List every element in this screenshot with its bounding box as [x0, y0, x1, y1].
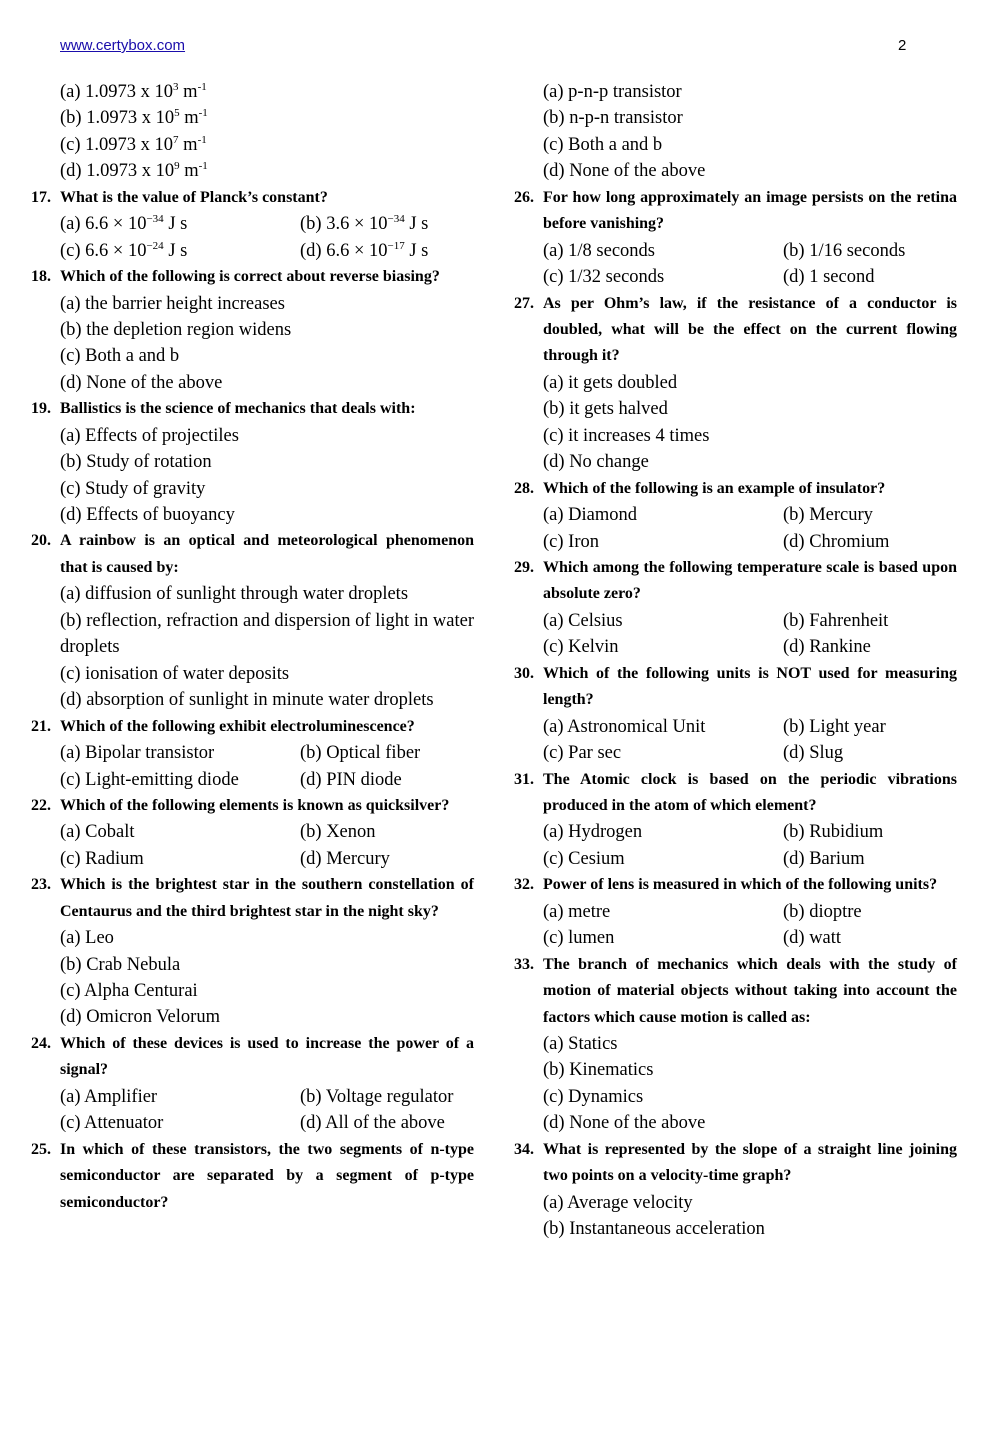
option-20a: (a) diffusion of sunlight through water droplets — [60, 584, 409, 605]
options-30-row1: (a) Astronomical Unit (b) Light year — [543, 716, 886, 737]
site-link[interactable]: www.certybox.com — [60, 37, 186, 54]
options-17-row2: (c) $6.6 \times 10^{-24}$ J s (d) $6.6 \times 10^{-17}$ J s — [60, 239, 429, 261]
options-28-row1: (a) Diamond (b) Mercury — [543, 505, 873, 526]
options-32-row2: (c) lumen (d) watt — [543, 928, 842, 949]
options-32-row1: (a) metre (b) dioptre — [543, 901, 862, 922]
option-25a: (a) p-n-p transistor — [543, 82, 682, 102]
option-27c: (c) it increases 4 times — [543, 425, 710, 446]
option-33a: (a) Statics — [543, 1034, 618, 1054]
option-33d: (d) None of the above — [543, 1113, 706, 1134]
options-31-row2: (c) Cesium (d) Barium — [543, 848, 865, 869]
page-number: 2 — [898, 37, 907, 54]
question-27: 27. As per Ohm’s law, if the resistance of a conductor is doubled, what will be the effect on the current flowing through it? — [514, 294, 957, 365]
question-17: 17. What is the value of Planck’s constant? — [31, 188, 328, 206]
options-29-row2: (c) Kelvin (d) Rankine — [543, 637, 871, 658]
option-16c: (c) 1.0973 x $10^7$ $m^{-1}$ — [60, 133, 207, 155]
option-19d: (d) Effects of buoyancy — [60, 505, 235, 526]
question-21: 21. Which of the following exhibit electroluminescence? — [31, 717, 415, 735]
option-19a: (a) Effects of projectiles — [60, 425, 239, 446]
options-22-row2: (c) Radium (d) Mercury — [60, 848, 390, 869]
options-26-row2: (c) 1/32 seconds (d) 1 second — [543, 267, 875, 288]
question-19: 19. Ballistics is the science of mechanics that deals with: — [31, 400, 416, 418]
question-34: 34. What is represented by the slope of a straight line joining two points on a velocity-time graph? — [514, 1140, 957, 1185]
option-20d: (d) absorption of sunlight in minute water droplets — [60, 690, 434, 711]
option-20c: (c) ionisation of water deposits — [60, 663, 290, 684]
options-24-row2: (c) Attenuator (d) All of the above — [60, 1113, 445, 1134]
question-20: 20. A rainbow is an optical and meteorological phenomenon that is caused by: — [31, 532, 474, 576]
option-18d: (d) None of the above — [60, 372, 223, 393]
options-30-row2: (c) Par sec (d) Slug — [543, 743, 844, 764]
option-27b: (b) it gets halved — [543, 399, 668, 420]
question-24: 24. Which of these devices is used to increase the power of a signal? — [31, 1034, 474, 1079]
question-33: 33. The branch of mechanics which deals with the study of motion of material objects without taking into account the factors which cause motion is called as: — [514, 955, 957, 1026]
option-25d: (d) None of the above — [543, 161, 706, 182]
option-19b: (b) Study of rotation — [60, 452, 212, 473]
options-21-row1: (a) Bipolar transistor (b) Optical fiber — [60, 743, 421, 764]
option-27a: (a) it gets doubled — [543, 372, 678, 393]
option-27d: (d) No change — [543, 452, 649, 473]
left-column — [31, 79, 474, 1216]
right-column — [514, 79, 957, 1243]
options-31-row1: (a) Hydrogen (b) Rubidium — [543, 822, 884, 843]
question-29: 29. Which among the following temperature scale is based upon absolute zero? — [514, 558, 957, 603]
option-34a: (a) Average velocity — [543, 1192, 693, 1213]
option-18b: (b) the depletion region widens — [60, 319, 292, 340]
question-31: 31. The Atomic clock is based on the periodic vibrations produced in the atom of which element? — [514, 770, 957, 814]
option-34b: (b) Instantaneous acceleration — [543, 1219, 765, 1240]
option-16d: (d) 1.0973 x $10^9$ $m^{-1}$ — [60, 160, 208, 182]
option-23b: (b) Crab Nebula — [60, 954, 181, 975]
question-23: 23. Which is the brightest star in the southern constellation of Centaurus and the third brightest star in the night sky? — [31, 876, 474, 920]
question-32: 32. Power of lens is measured in which of the following units? — [514, 876, 938, 894]
options-28-row2: (c) Iron (d) Chromium — [543, 531, 890, 552]
option-23a: (a) Leo — [60, 928, 114, 949]
options-22-row1: (a) Cobalt (b) Xenon — [60, 822, 376, 843]
question-26: 26. For how long approximately an image persists on the retina before vanishing? — [514, 188, 957, 233]
option-19c: (c) Study of gravity — [60, 478, 206, 499]
option-33b: (b) Kinematics — [543, 1060, 654, 1081]
option-18a: (a) the barrier height increases — [60, 293, 285, 314]
question-28: 28. Which of the following is an example of insulator? — [514, 479, 886, 497]
question-22: 22. Which of the following elements is known as quicksilver? — [31, 796, 450, 814]
option-16b: (b) 1.0973 x $10^5$ $m^{-1}$ — [60, 107, 208, 129]
options-29-row1: (a) Celsius (b) Fahrenheit — [543, 610, 889, 631]
option-25b: (b) n-p-n transistor — [543, 108, 683, 129]
option-23c: (c) Alpha Centurai — [60, 981, 198, 1002]
question-18: 18. Which of the following is correct about reverse biasing? — [31, 268, 440, 286]
options-26-row1: (a) 1/8 seconds (b) 1/16 seconds — [543, 240, 906, 261]
question-25: 25. In which of these transistors, the two segments of n-type semiconductor are separated by a segment of p-type semiconductor? — [31, 1140, 474, 1211]
question-30: 30. Which of the following units is NOT used for measuring length? — [514, 664, 957, 709]
options-17-row1: (a) $6.6 \times 10^{-34}$ J s (b) $3.6 \times 10^{-34}$ J s — [60, 213, 429, 235]
option-20b: (b) reflection, refraction and dispersion of light in water droplets — [60, 610, 474, 658]
option-25c: (c) Both a and b — [543, 134, 663, 155]
option-18c: (c) Both a and b — [60, 346, 180, 367]
options-21-row2: (c) Light-emitting diode (d) PIN diode — [60, 769, 402, 790]
option-23d: (d) Omicron Velorum — [60, 1007, 220, 1028]
option-16a: (a) 1.0973 x $10^3$ $m^{-1}$ — [60, 81, 207, 102]
options-24-row1: (a) Amplifier (b) Voltage regulator — [60, 1086, 454, 1107]
option-33c: (c) Dynamics — [543, 1086, 644, 1107]
